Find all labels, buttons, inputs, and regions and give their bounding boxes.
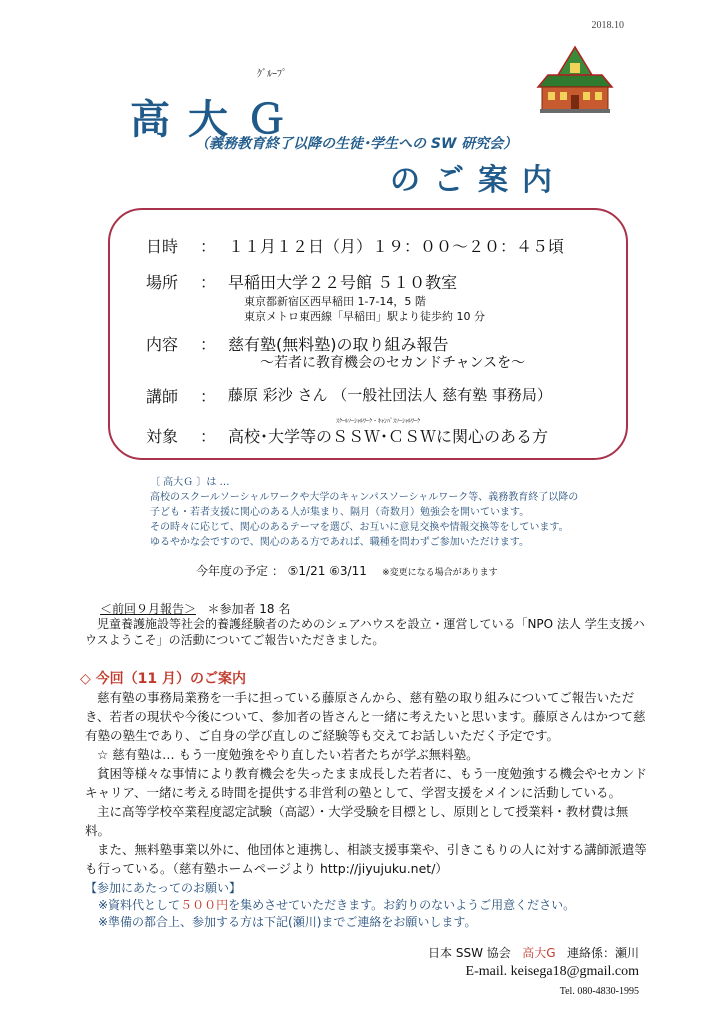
previous-report-title: ＜前回９月報告＞	[100, 602, 197, 616]
fee-price: ５００円	[180, 898, 229, 912]
event-place-access: 東京メトロ東西線「早稲田」駅より徒歩約 10 分	[244, 310, 485, 323]
fee-post: を集めさせていただきます。お釣りのないようご用意ください。	[228, 898, 576, 912]
event-speaker-colon: ：	[200, 387, 217, 406]
footer-group: 高大G	[522, 946, 556, 960]
event-place-label: 場所	[146, 273, 179, 292]
event-date-value: １１月１２日（月）１９：００〜２０：４５頃	[228, 237, 565, 256]
previous-report-body	[85, 616, 645, 648]
current-detail: また、無料塾事業以外に、他団体と連携し、相談支援事業や、引きこもりの人に対する講師派遣等も行っている。（慈有塾ホームページより http://jiyujuku.net/）	[85, 842, 647, 876]
about-line: ゆるやかな会ですので、関心のある方であれば、職種を問わずご参加いただけます。	[150, 537, 529, 548]
previous-report-heading	[100, 600, 290, 617]
footer-contact: 連絡係：瀬川	[566, 946, 639, 960]
current-session-heading: ◇ 今回（11 月）のご案内	[80, 671, 246, 687]
about-line: 高校のスクールソーシャルワークや大学のキャンパスソーシャルワーク等、義務教育終了以降の	[150, 492, 579, 503]
title-ruby: ｸﾞﾙｰﾌﾟ	[257, 69, 287, 80]
event-date-colon: ：	[200, 237, 217, 256]
announce-heading: のご案内	[390, 163, 566, 198]
event-target-colon: ：	[200, 427, 217, 446]
event-content-label: 内容	[146, 335, 179, 354]
event-speaker-label: 講師	[146, 387, 179, 406]
footer-tel: Tel. 080-4830-1995	[559, 986, 639, 997]
document-date: 2018.10	[591, 20, 624, 31]
current-intro: 慈有塾の事務局業務を一手に担っている藤原さんから、慈有塾の取り組みについてご報告いただき、若者の現状や今後について、参加者の皆さんと一緒に考えたいと思います。藤原さんはかつて慈有塾の塾生であり、ご自身の学び直しのご経験等も交えてお話しいただく予定です。	[85, 690, 646, 743]
event-date-label: 日時	[146, 237, 179, 256]
current-detail: 主に高等学校卒業程度認定試験（高認）・大学受験を目標とし、原則として授業料・教材費は無料。	[85, 804, 629, 838]
schedule-note: ※変更になる場合があります	[382, 568, 498, 578]
previous-attendees: ＊参加者 18 名	[207, 602, 291, 616]
event-place-colon: ：	[200, 273, 217, 292]
event-place-address: 東京都新宿区西早稲田 1-7-14，5 階	[244, 295, 426, 308]
about-heading: 〔 高大Ｇ 〕は …	[150, 477, 230, 488]
event-details-box	[108, 208, 628, 460]
event-speaker-value: 藤原 彩沙 さん （一般社団法人 慈有塾 事務局）	[228, 386, 552, 404]
fee-pre: ※資料代として	[98, 898, 181, 912]
current-star-note: ☆ 慈有塾は… もう一度勉強をやり直したい若者たちが学ぶ無料塾。	[97, 747, 479, 762]
about-line: その時々に応じて、関心のあるテーマを選び、お互いに意見交換や情報交換等をしています。	[150, 522, 569, 533]
current-detail: 貧困等様々な事情により教育機会を失ったまま成長した若者に、もう一度勉強する機会やセカンドキャリア、一緒に考える時間を提供する非営利の塾として、学習支援をメインに活動している。	[85, 766, 648, 800]
previous-report-text: 児童養護施設等社会的養護経験者のためのシェアハウスを設立・運営している「NPO 法人 学生支援ハウスようこそ」の活動についてご報告いただきました。	[85, 617, 645, 647]
event-target-value: 高校･大学等のＳＳＷ･ＣＳＷに関心のある方	[228, 427, 549, 446]
schedule-text: 今年度の予定 ： ⑤1/21 ⑥3/11	[196, 564, 367, 578]
participation-heading: 【参加にあたってのお願い】	[85, 881, 242, 895]
participation-contact-line: ※準備の都合上、参加する方は下記(瀬川)までご連絡をお願いします。	[98, 915, 477, 929]
participation-fee-line	[98, 896, 575, 913]
footer-org	[428, 944, 639, 961]
building-logo-icon	[530, 45, 620, 115]
annual-schedule	[196, 562, 498, 579]
event-content-value: 慈有塾(無料塾)の取り組み報告	[228, 335, 449, 354]
event-content-subtitle: 〜若者に教育機会のセカンドチャンスを〜	[260, 355, 526, 371]
event-target-label: 対象	[146, 427, 179, 446]
about-section	[150, 475, 590, 550]
event-content-colon: ：	[200, 335, 217, 354]
page-subtitle: （義務教育終了以降の生徒･学生への SW 研究会）	[195, 136, 518, 152]
footer-org-name: 日本 SSW 協会	[428, 946, 511, 960]
page-title: 高大Ｇ	[130, 97, 304, 143]
about-line: 子ども・若者支援に関心のある人が集まり、隔月（奇数月）勉強会を開いています。	[150, 507, 530, 518]
event-place-value: 早稲田大学２２号館 ５１０教室	[228, 273, 458, 292]
event-target-ruby: ｽｸｰﾙｿｰｼｬﾙﾜｰｸ・ｷｬﾝﾊﾟｽｿｰｼｬﾙﾜｰｸ	[336, 418, 421, 425]
footer-email[interactable]: E-mail. keisega18@gmail.com	[465, 964, 639, 979]
current-session-body	[85, 688, 647, 878]
